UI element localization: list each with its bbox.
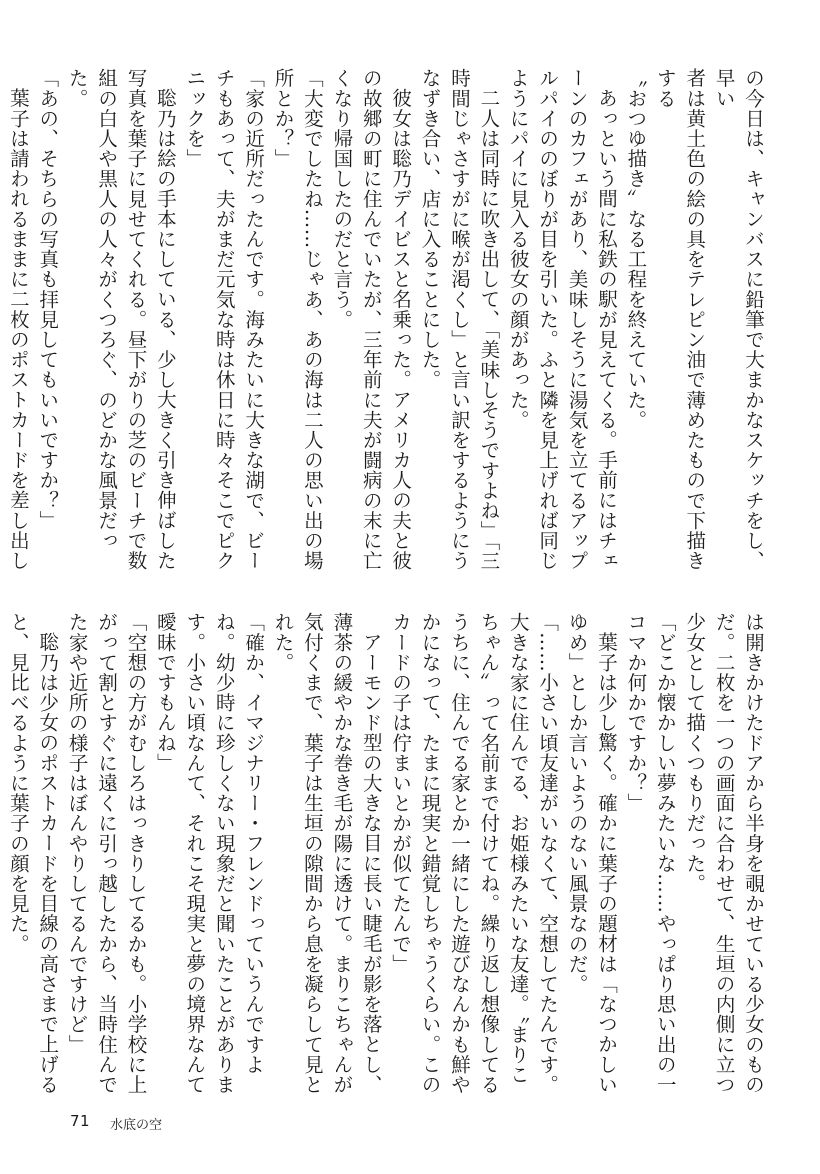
paragraph: 葉子は少し驚く。確かに葉子の題材は「なつかしいゆめ」としか言いようのない風景なのだ。 [565,612,618,1094]
paragraph: 聡乃は絵の手本にしている、少し大きく引き伸ばした写真を葉子に見せてくれる。昼下がりの芝のビーチで数組の白人や黒人の人々がくつろぐ、のどかな風景だった。 [65,68,177,571]
paragraph: 「どこか懐かしい夢みたいな……やっぱり思い出の一コマか何かですか？」 [624,612,677,1095]
paragraph: 「大変でしたね……じゃあ、あの海は二人の思い出の場所とか？」 [271,68,324,571]
paragraph: 葉子は請われるままに二枚のポストカードを差し出し [6,87,30,570]
paragraph: あっという間に私鉄の駅が見えてくる。手前にはチェーンのカフェがあり、美味しそうに湯気を立てるアップルパイののぼりが目を引いた。ふと隣を見上げれば同じようにパイに見入る彼女の顔があった。 [506,68,618,571]
page-number: 71 [70,1112,91,1130]
paragraph: 「あの、そちらの写真も拝見してもいいですか？」 [36,68,60,531]
paragraph: 「確か、イマジナリー・フレンドっていうんですよね。幼少時に珍しくない現象だと聞いたことがあります。小さい頃なんて、それこそ現実と夢の境界なんて曖昧ですもんね」 [153,612,266,1095]
paragraph: アーモンド型の大きな目に長い睫毛が影を落とし、薄茶の緩やかな巻き毛が陽に透けて。まりこちゃんが気付くまで、葉子は生垣の隙間から息を凝らして見とれた。 [271,612,383,1095]
upper-text-block [6,68,768,576]
paragraph: 「空想の方がむしろはっきりしてるかも。小学校に上がって割とすぐに遠くに引っ越したから、当時住んでた家や近所の様子はぼんやりしてるんですけど」 [65,612,148,1095]
paragraph: 彼女は聡乃デイビスと名乗った。アメリカ人の夫と彼の故郷の町に住んでいたが、三年前に夫が闘病の末に亡くなり帰国したのだと言う。 [330,68,413,571]
lower-text-block [6,612,768,1102]
paragraph: 「……小さい頃友達がいなくて、空想してたんです。大きな家に住んでる、お姫様みたいな友達。〝まりこちゃん〟って名前まで付けてね。繰り返し想像してるうちに、住んでる家とか一緒にした遊びなんかも鮮やかになって、たまに現実と錯覚しちゃうくらい。このカードの子は佇まいとかが似てたんで」 [389,612,560,1095]
paragraph: 聡乃は少女のポストカードを目線の高さまで上げると、見比べるように葉子の顔を見た。 [6,612,60,1094]
paragraph: 〝おつゆ描き〟なる工程を終えていた。 [624,68,648,430]
paragraph: の今日は、キャンバスに鉛筆で大まかなスケッチをし、早い [712,68,765,571]
paragraph: 「家の近所だったんです。海みたいに大きな湖で、ビーチもあって、夫がまだ元気な時は休日に時々そこでピクニックを」 [183,68,266,571]
paragraph: は開きかけたドアから半身を覗かせている少女のものだ。二枚を一つの画面に合わせて、生垣の内側に立つ少女として描くつもりだった。 [683,612,765,1095]
paragraph: 二人は同時に吹き出して、「美味しそうですよね」「三時間じゃさすがに喉が渇くし」と言い訳をするようにうなずき合い、店に入ることにした。 [418,68,501,571]
running-title: 水底の空 [110,1118,163,1133]
paragraph: 者は黄土色の絵の具をテレピン油で薄めたもので下描きする [653,68,707,571]
